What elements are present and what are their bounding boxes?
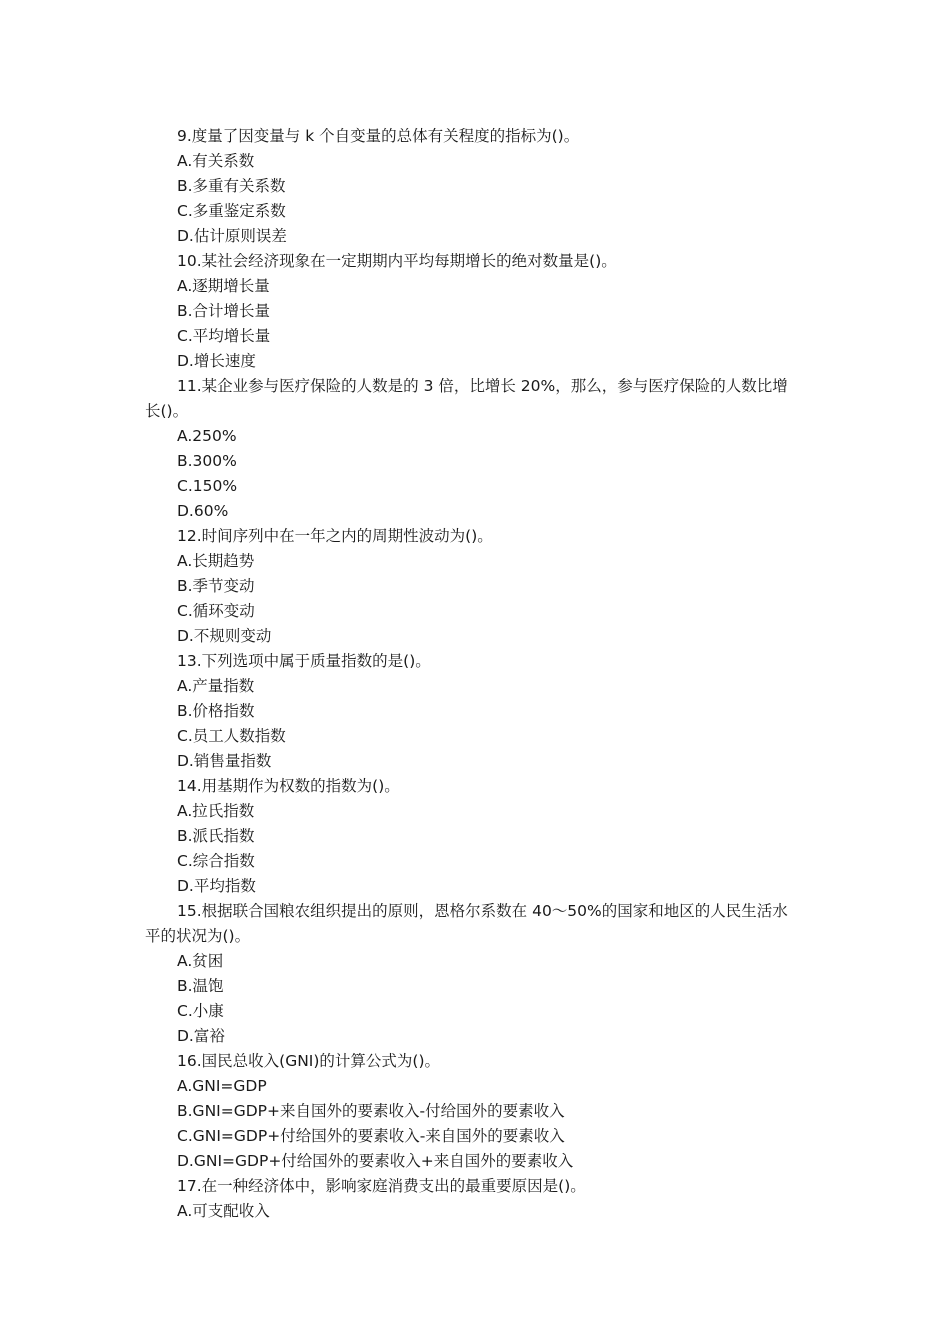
answer-option: B.合计增长量 — [177, 302, 271, 320]
question-text-continuation: 长()。 — [145, 402, 189, 420]
answer-option: C.员工人数指数 — [177, 727, 286, 745]
answer-option: A.拉氏指数 — [177, 802, 255, 820]
answer-option: D.GNI=GDP+付给国外的要素收入+来自国外的要素收入 — [177, 1152, 574, 1170]
question-text: 10.某社会经济现象在一定期期内平均每期增长的绝对数量是()。 — [177, 252, 617, 270]
answer-option: B.温饱 — [177, 977, 224, 995]
answer-option: B.价格指数 — [177, 702, 255, 720]
answer-option: C.GNI=GDP+付给国外的要素收入-来自国外的要素收入 — [177, 1127, 565, 1145]
answer-option: A.GNI=GDP — [177, 1077, 267, 1095]
answer-option: B.派氏指数 — [177, 827, 255, 845]
question-text: 15.根据联合国粮农组织提出的原则，恩格尔系数在 40～50%的国家和地区的人民生活水 — [177, 902, 788, 920]
question-text: 16.国民总收入(GNI)的计算公式为()。 — [177, 1052, 441, 1070]
question-text-continuation: 平的状况为()。 — [145, 927, 251, 945]
answer-option: A.长期趋势 — [177, 552, 255, 570]
answer-option: B.多重有关系数 — [177, 177, 286, 195]
answer-option: B.GNI=GDP+来自国外的要素收入-付给国外的要素收入 — [177, 1102, 565, 1120]
answer-option: A.产量指数 — [177, 677, 255, 695]
answer-option: A.可支配收入 — [177, 1202, 270, 1220]
answer-option: C.多重鉴定系数 — [177, 202, 286, 220]
answer-option: C.循环变动 — [177, 602, 255, 620]
answer-option: D.销售量指数 — [177, 752, 272, 770]
answer-option: D.富裕 — [177, 1027, 225, 1045]
answer-option: D.增长速度 — [177, 352, 256, 370]
answer-option: B.300% — [177, 452, 237, 470]
answer-option: D.估计原则误差 — [177, 227, 287, 245]
question-text: 11.某企业参与医疗保险的人数是的 3 倍，比增长 20%，那么，参与医疗保险的人数比增 — [177, 377, 788, 395]
answer-option: D.平均指数 — [177, 877, 256, 895]
answer-option: B.季节变动 — [177, 577, 255, 595]
question-text: 9.度量了因变量与 k 个自变量的总体有关程度的指标为()。 — [177, 127, 580, 145]
question-text: 13.下列选项中属于质量指数的是()。 — [177, 652, 431, 670]
answer-option: C.综合指数 — [177, 852, 255, 870]
answer-option: A.贫困 — [177, 952, 224, 970]
question-text: 12.时间序列中在一年之内的周期性波动为()。 — [177, 527, 493, 545]
answer-option: C.平均增长量 — [177, 327, 271, 345]
document-body — [0, 124, 950, 1224]
answer-option: D.60% — [177, 502, 229, 520]
question-text: 17.在一种经济体中，影响家庭消费支出的最重要原因是()。 — [177, 1177, 586, 1195]
answer-option: D.不规则变动 — [177, 627, 272, 645]
answer-option: A.有关系数 — [177, 152, 255, 170]
question-text: 14.用基期作为权数的指数为()。 — [177, 777, 400, 795]
answer-option: A.250% — [177, 427, 237, 445]
answer-option: A.逐期增长量 — [177, 277, 270, 295]
answer-option: C.小康 — [177, 1002, 224, 1020]
answer-option: C.150% — [177, 477, 238, 495]
